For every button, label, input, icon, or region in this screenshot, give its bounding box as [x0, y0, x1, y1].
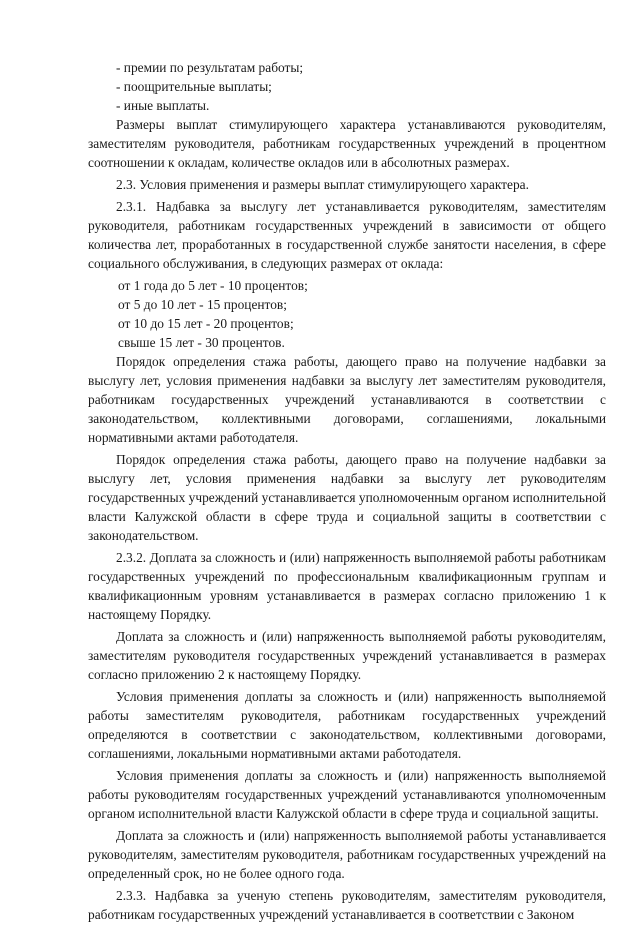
- paragraph: Доплата за сложность и (или) напряженность выполняемой работы руководителям, заместителям руководителя государственных учреждений устанавливается в размерах согласно приложению 2 к настоящему Порядку.: [88, 629, 606, 682]
- paragraph: 2.3.2. Доплата за сложность и (или) напряженность выполняемой работы работникам государственных учреждений по профессиональным квалификационным группам и квалификационным уровням устанавливается в размерах согласно приложению 1 к настоящему Порядку.: [88, 550, 606, 622]
- bullet-list: [88, 58, 606, 115]
- paragraph: Порядок определения стажа работы, дающего право на получение надбавки за выслугу лет, условия применения надбавки за выслугу лет заместителям руководителя, работникам государственных учреждений устанавливаются в соответствии с законодательством, коллективными договорами, соглашениями, локальными нормативными актами работодателя.: [88, 354, 606, 445]
- list-item: от 5 до 10 лет - 15 процентов;: [118, 297, 287, 312]
- list-item: свыше 15 лет - 30 процентов.: [118, 335, 285, 350]
- paragraph: 2.3.3. Надбавка за ученую степень руководителям, заместителям руководителя, работникам государственных учреждений устанавливается в соответствии с Законом: [88, 888, 606, 922]
- list-item: от 1 года до 5 лет - 10 процентов;: [118, 278, 308, 293]
- list-item: от 10 до 15 лет - 20 процентов;: [118, 316, 294, 331]
- paragraph: Доплата за сложность и (или) напряженность выполняемой работы устанавливается руководителям, заместителям руководителя, работникам государственных учреждений на определенный срок, но не более одного года.: [88, 828, 606, 881]
- document-page: [88, 58, 606, 927]
- range-list: [88, 276, 606, 352]
- list-item: - премии по результатам работы;: [116, 60, 304, 75]
- paragraph: Условия применения доплаты за сложность и (или) напряженность выполняемой работы заместителям руководителя, работникам государственных учреждений определяются в соответствии с законодательством, коллективными договорами, соглашениями, локальными нормативными актами работодателя.: [88, 689, 606, 761]
- paragraph: Порядок определения стажа работы, дающего право на получение надбавки за выслугу лет, условия применения надбавки за выслугу лет руководителям государственных учреждений устанавливается уполномоченным органом исполнительной власти Калужской области в сфере труда и социальной защиты в соответствии с законодательством.: [88, 452, 606, 543]
- list-item: - иные выплаты.: [116, 98, 210, 113]
- section-heading: 2.3. Условия применения и размеры выплат стимулирующего характера.: [116, 177, 529, 192]
- paragraph: Условия применения доплаты за сложность и (или) напряженность выполняемой работы руководителям государственных учреждений устанавливаются уполномоченным органом исполнительной власти Калужской области в сфере труда и социальной защиты.: [88, 768, 606, 821]
- paragraph: Размеры выплат стимулирующего характера устанавливаются руководителям, заместителям руководителя, работникам государственных учреждений в процентном соотношении к окладам, количестве окладов или в абсолютных размерах.: [88, 117, 606, 170]
- paragraph: 2.3.1. Надбавка за выслугу лет устанавливается руководителям, заместителям руководителя, работникам государственных учреждений в зависимости от общего количества лет, проработанных в государственной службе занятости населения, в сфере социального обслуживания, в следующих размерах от оклада:: [88, 199, 606, 271]
- list-item: - поощрительные выплаты;: [116, 79, 272, 94]
